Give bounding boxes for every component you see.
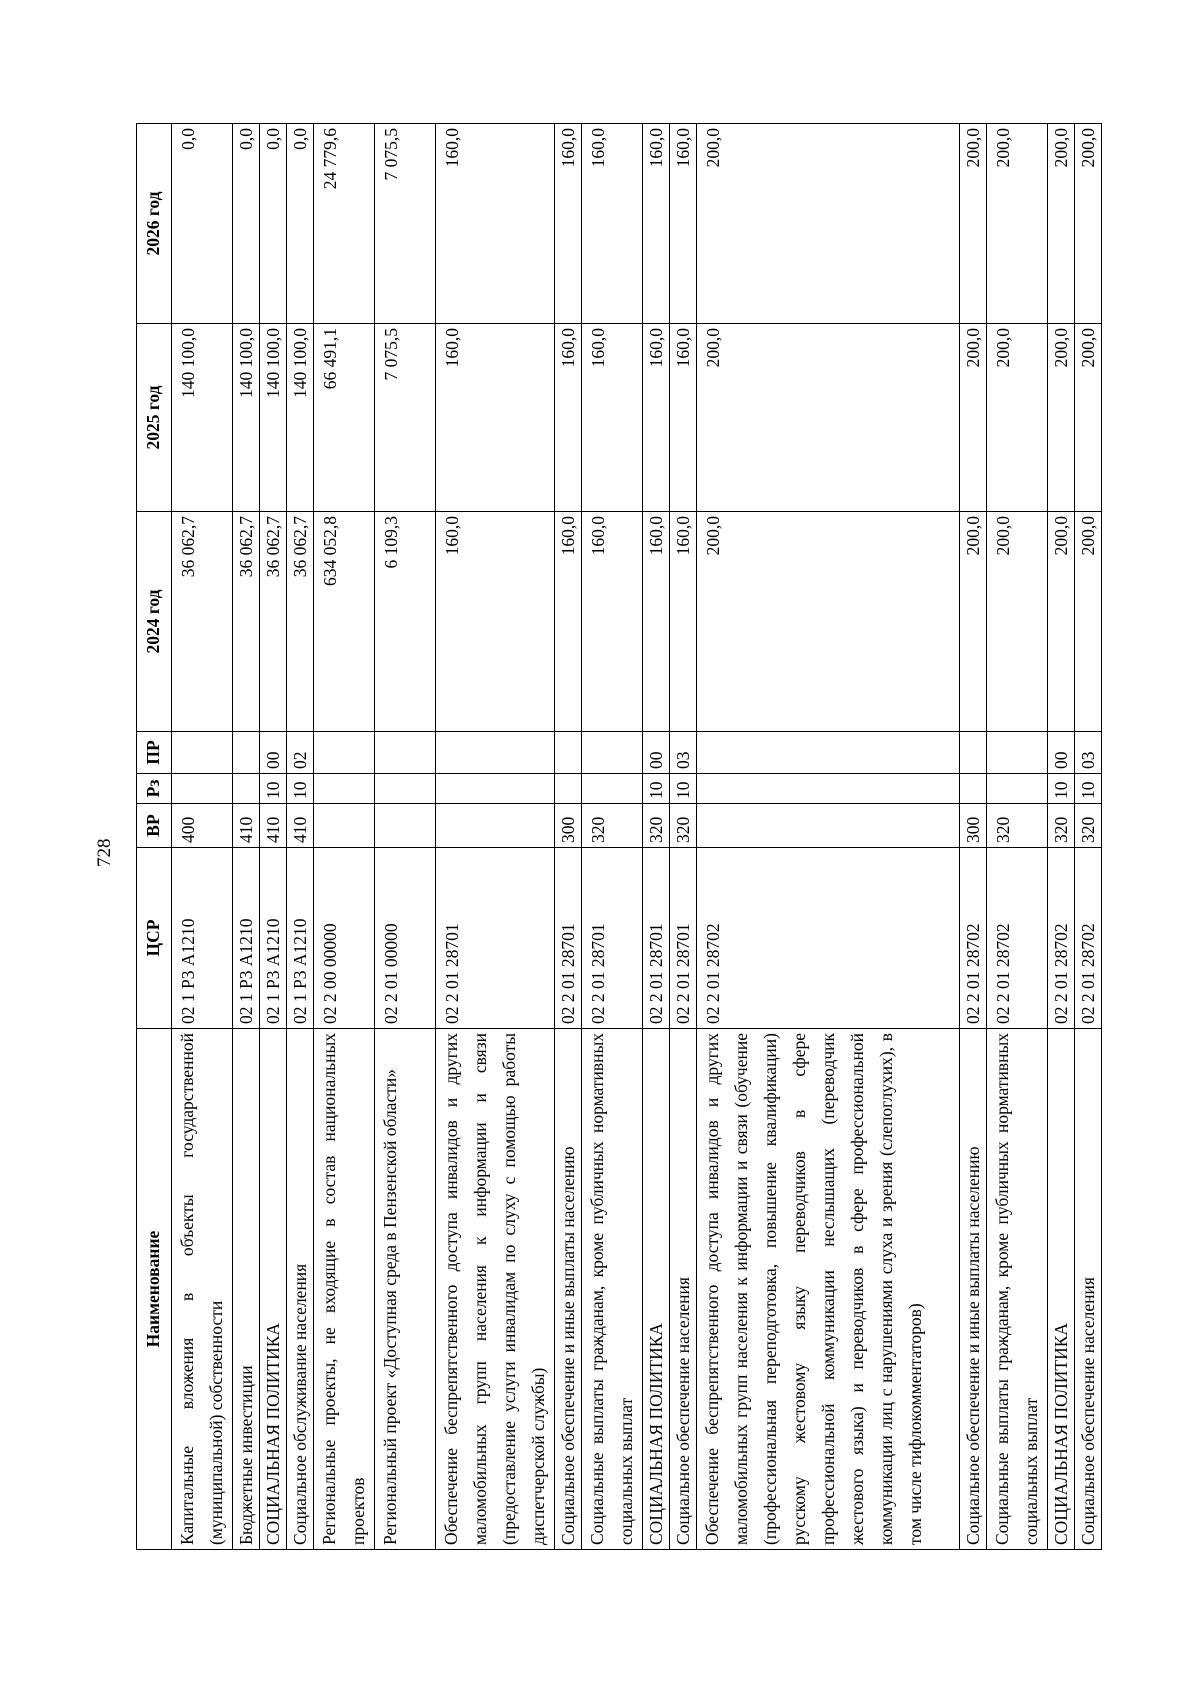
- cell-y2024: 36 062,7: [233, 512, 260, 732]
- table-row: [260, 124, 287, 1550]
- cell-vr: 320: [1075, 804, 1102, 848]
- cell-y2024: 200,0: [697, 512, 960, 732]
- cell-vr: [314, 804, 375, 848]
- cell-pr: [555, 732, 582, 774]
- cell-rz: [697, 774, 960, 804]
- cell-y2025: 160,0: [670, 324, 697, 512]
- cell-name: Социальные выплаты гражданам, кроме публичных нормативных социальных выплат: [582, 1029, 643, 1550]
- cell-y2024: 200,0: [1075, 512, 1102, 732]
- table-row: [987, 124, 1048, 1550]
- cell-y2026: 160,0: [643, 124, 670, 324]
- cell-y2026: 200,0: [1075, 124, 1102, 324]
- cell-pr: 03: [670, 732, 697, 774]
- header-2026: 2026 год: [137, 124, 172, 324]
- header-2025: 2025 год: [137, 324, 172, 512]
- cell-pr: 02: [287, 732, 314, 774]
- cell-pr: [582, 732, 643, 774]
- cell-y2026: 160,0: [555, 124, 582, 324]
- cell-vr: 410: [287, 804, 314, 848]
- cell-pr: 03: [1075, 732, 1102, 774]
- cell-y2026: 200,0: [1048, 124, 1075, 324]
- cell-y2024: 200,0: [960, 512, 987, 732]
- cell-y2024: 160,0: [436, 512, 555, 732]
- cell-csr: 02 1 Р3 А1210: [287, 848, 314, 1029]
- cell-rz: [375, 774, 436, 804]
- cell-y2024: 160,0: [643, 512, 670, 732]
- cell-csr: 02 1 Р3 А1210: [260, 848, 287, 1029]
- cell-pr: [960, 732, 987, 774]
- cell-y2025: 160,0: [643, 324, 670, 512]
- table-row: [582, 124, 643, 1550]
- cell-name: Социальное обеспечение и иные выплаты населению: [555, 1029, 582, 1550]
- header-rz: Рз: [137, 774, 172, 804]
- table-row: [172, 124, 233, 1550]
- cell-y2025: 140 100,0: [260, 324, 287, 512]
- cell-csr: 02 2 01 28701: [555, 848, 582, 1029]
- cell-y2024: 200,0: [987, 512, 1048, 732]
- cell-rz: 10: [643, 774, 670, 804]
- cell-name: СОЦИАЛЬНАЯ ПОЛИТИКА: [1048, 1029, 1075, 1550]
- table-row: [287, 124, 314, 1550]
- cell-csr: 02 2 00 00000: [314, 848, 375, 1029]
- cell-csr: 02 2 01 00000: [375, 848, 436, 1029]
- header-vr: ВР: [137, 804, 172, 848]
- cell-name: Обеспечение беспрепятственного доступа инвалидов и других маломобильных групп населения к информации и связи (обучение (профессиональная переподготовка, повышение квалификации) русскому жестовому языку переводчиков в сфере профессиональной коммуникации неслышащих (переводчик жестового языка) и переводчиков в сфере профессиональной коммуникации лиц с нарушениями слуха и зрения (слепоглухих), в том числе тифлокомментаторов): [697, 1029, 960, 1550]
- cell-name: Региональные проекты, не входящие в состав национальных проектов: [314, 1029, 375, 1550]
- cell-name: Социальные выплаты гражданам, кроме публичных нормативных социальных выплат: [987, 1029, 1048, 1550]
- cell-name: Социальное обеспечение и иные выплаты населению: [960, 1029, 987, 1550]
- cell-csr: 02 2 01 28702: [960, 848, 987, 1029]
- table-row: [375, 124, 436, 1550]
- cell-y2025: 200,0: [1048, 324, 1075, 512]
- header-row: [137, 124, 172, 1550]
- table-row: [960, 124, 987, 1550]
- table-body: [172, 124, 1102, 1550]
- cell-csr: 02 2 01 28702: [1075, 848, 1102, 1029]
- cell-csr: 02 2 01 28701: [582, 848, 643, 1029]
- cell-y2025: 160,0: [582, 324, 643, 512]
- table-row: [1048, 124, 1075, 1550]
- cell-y2025: 66 491,1: [314, 324, 375, 512]
- cell-name: СОЦИАЛЬНАЯ ПОЛИТИКА: [260, 1029, 287, 1550]
- cell-y2026: 160,0: [436, 124, 555, 324]
- cell-y2026: 200,0: [987, 124, 1048, 324]
- table-row: [555, 124, 582, 1550]
- cell-name: Социальное обеспечение населения: [1075, 1029, 1102, 1550]
- cell-rz: 10: [260, 774, 287, 804]
- cell-y2025: 200,0: [697, 324, 960, 512]
- cell-rz: [233, 774, 260, 804]
- cell-y2026: 0,0: [172, 124, 233, 324]
- table-row: [233, 124, 260, 1550]
- cell-csr: 02 2 01 28702: [697, 848, 960, 1029]
- cell-csr: 02 2 01 28701: [670, 848, 697, 1029]
- cell-y2025: 200,0: [960, 324, 987, 512]
- cell-vr: [375, 804, 436, 848]
- cell-pr: [436, 732, 555, 774]
- cell-y2025: 160,0: [436, 324, 555, 512]
- cell-y2025: 200,0: [987, 324, 1048, 512]
- cell-vr: 320: [643, 804, 670, 848]
- rotated-table-container: [136, 124, 1098, 1550]
- cell-y2025: 140 100,0: [233, 324, 260, 512]
- cell-name: Социальное обслуживание населения: [287, 1029, 314, 1550]
- cell-pr: [233, 732, 260, 774]
- cell-y2025: 7 075,5: [375, 324, 436, 512]
- cell-pr: 00: [643, 732, 670, 774]
- cell-vr: 300: [960, 804, 987, 848]
- cell-y2025: 200,0: [1075, 324, 1102, 512]
- cell-vr: 300: [555, 804, 582, 848]
- cell-name: Обеспечение беспрепятственного доступа инвалидов и других маломобильных групп населения к информации и связи (предоставление услуги инвалидам по слуху с помощью работы диспетчерской службы): [436, 1029, 555, 1550]
- cell-vr: [697, 804, 960, 848]
- cell-vr: [436, 804, 555, 848]
- cell-vr: 410: [260, 804, 287, 848]
- cell-vr: 320: [1048, 804, 1075, 848]
- cell-vr: 320: [987, 804, 1048, 848]
- table-row: [697, 124, 960, 1550]
- cell-pr: 00: [1048, 732, 1075, 774]
- cell-y2024: 200,0: [1048, 512, 1075, 732]
- cell-y2026: 160,0: [670, 124, 697, 324]
- cell-csr: 02 2 01 28702: [1048, 848, 1075, 1029]
- cell-vr: 320: [670, 804, 697, 848]
- cell-y2024: 160,0: [670, 512, 697, 732]
- cell-name: СОЦИАЛЬНАЯ ПОЛИТИКА: [643, 1029, 670, 1550]
- cell-name: Бюджетные инвестиции: [233, 1029, 260, 1550]
- cell-rz: 10: [1048, 774, 1075, 804]
- header-csr: ЦСР: [137, 848, 172, 1029]
- cell-csr: 02 1 Р3 А1210: [172, 848, 233, 1029]
- header-2024: 2024 год: [137, 512, 172, 732]
- cell-rz: [172, 774, 233, 804]
- table-row: [314, 124, 375, 1550]
- cell-pr: [172, 732, 233, 774]
- cell-y2024: 36 062,7: [287, 512, 314, 732]
- cell-pr: 00: [260, 732, 287, 774]
- cell-csr: 02 2 01 28701: [436, 848, 555, 1029]
- cell-pr: [697, 732, 960, 774]
- cell-y2026: 200,0: [697, 124, 960, 324]
- cell-rz: 10: [670, 774, 697, 804]
- cell-rz: [314, 774, 375, 804]
- cell-rz: [960, 774, 987, 804]
- page-number: 728: [94, 838, 115, 868]
- cell-y2026: 160,0: [582, 124, 643, 324]
- cell-y2024: 634 052,8: [314, 512, 375, 732]
- cell-csr: 02 2 01 28701: [643, 848, 670, 1029]
- cell-y2024: 36 062,7: [172, 512, 233, 732]
- cell-rz: [555, 774, 582, 804]
- cell-y2025: 140 100,0: [172, 324, 233, 512]
- cell-rz: [436, 774, 555, 804]
- cell-pr: [314, 732, 375, 774]
- cell-rz: [582, 774, 643, 804]
- cell-y2025: 160,0: [555, 324, 582, 512]
- table-row: [670, 124, 697, 1550]
- cell-name: Социальное обеспечение населения: [670, 1029, 697, 1550]
- cell-y2024: 160,0: [555, 512, 582, 732]
- header-name: Наименование: [137, 1029, 172, 1550]
- cell-pr: [375, 732, 436, 774]
- cell-csr: 02 1 Р3 А1210: [233, 848, 260, 1029]
- cell-y2026: 0,0: [287, 124, 314, 324]
- cell-name: Капитальные вложения в объекты государственной (муниципальной) собственности: [172, 1029, 233, 1550]
- cell-vr: 410: [233, 804, 260, 848]
- cell-y2026: 0,0: [233, 124, 260, 324]
- cell-y2025: 140 100,0: [287, 324, 314, 512]
- cell-name: Региональный проект «Доступная среда в Пензенской области»: [375, 1029, 436, 1550]
- cell-y2026: 200,0: [960, 124, 987, 324]
- cell-y2024: 160,0: [582, 512, 643, 732]
- cell-y2024: 36 062,7: [260, 512, 287, 732]
- cell-y2026: 0,0: [260, 124, 287, 324]
- cell-rz: [987, 774, 1048, 804]
- table-row: [643, 124, 670, 1550]
- cell-rz: 10: [287, 774, 314, 804]
- cell-csr: 02 2 01 28702: [987, 848, 1048, 1029]
- cell-vr: 400: [172, 804, 233, 848]
- cell-pr: [987, 732, 1048, 774]
- header-pr: ПР: [137, 732, 172, 774]
- budget-table: [136, 123, 1102, 1550]
- cell-rz: 10: [1075, 774, 1102, 804]
- cell-vr: 320: [582, 804, 643, 848]
- cell-y2026: 24 779,6: [314, 124, 375, 324]
- table-row: [436, 124, 555, 1550]
- cell-y2026: 7 075,5: [375, 124, 436, 324]
- table-row: [1075, 124, 1102, 1550]
- cell-y2024: 6 109,3: [375, 512, 436, 732]
